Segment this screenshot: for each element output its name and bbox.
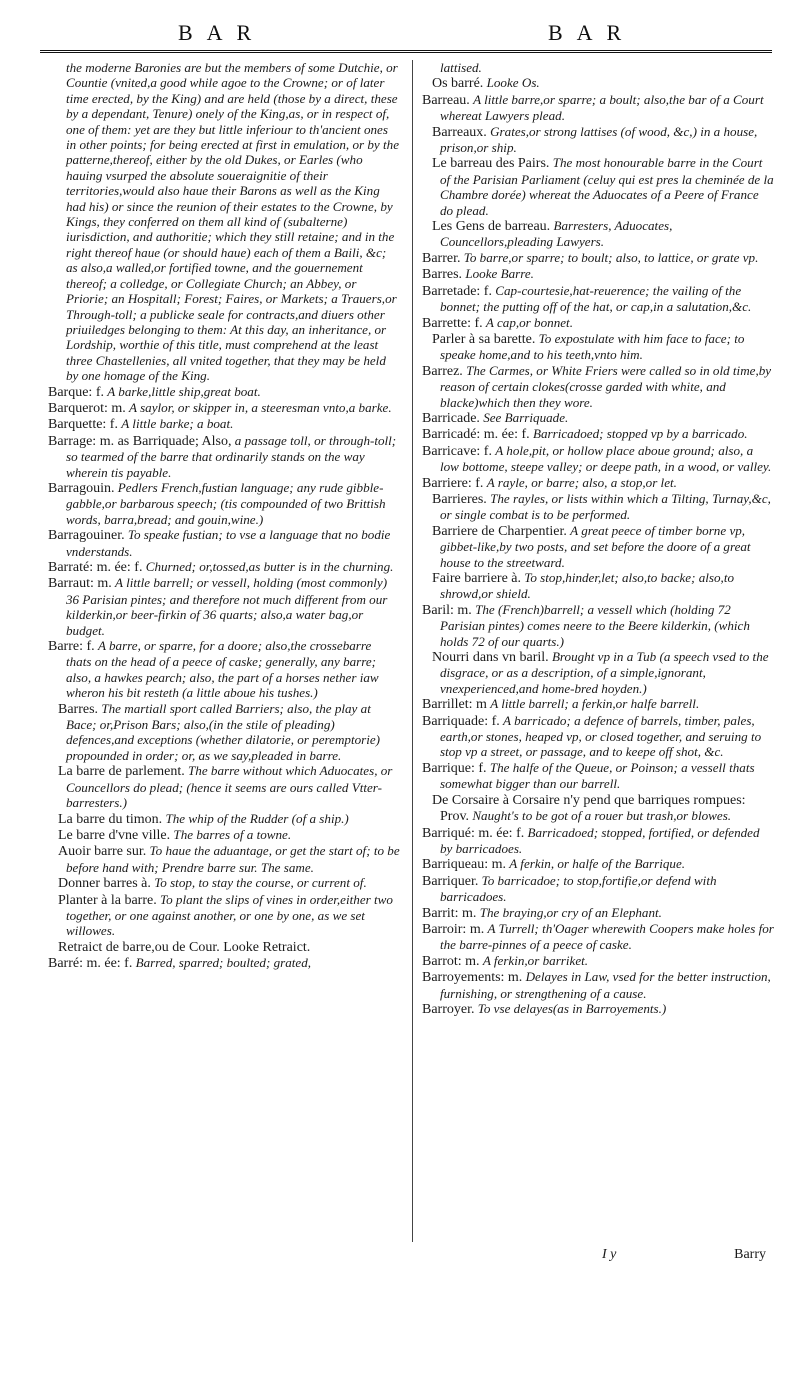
headword: Barque: f. — [48, 384, 104, 400]
headword: Os barré. — [432, 76, 484, 92]
dictionary-entry — [48, 416, 400, 432]
signature-mark: I y — [602, 1247, 617, 1262]
dictionary-entry — [422, 713, 774, 760]
definition: Cap-courtesie,hat-reuerence; the vailing of the bonnet; the putting off of the hat, or cap,in a salutation,&c. — [440, 282, 752, 315]
definition: A little barke; a boat. — [121, 416, 234, 432]
dictionary-entry — [422, 602, 774, 649]
headword: Barquette: f. — [48, 417, 118, 433]
definition: A barke,little ship,great boat. — [107, 383, 261, 399]
dictionary-subentry — [48, 763, 400, 810]
dictionary-subentry — [422, 331, 774, 363]
definition: The whip of the Rudder (of a ship.) — [165, 810, 349, 826]
dictionary-subentry — [48, 811, 400, 827]
dictionary-entry — [48, 384, 400, 400]
headword: Barrillet: m — [422, 697, 487, 713]
definition: A great peece of timber borne vp, gibbet-like,by two posts, and set before the doore of a great house to the streetward. — [440, 522, 751, 570]
dictionary-subentry — [422, 75, 774, 91]
headword: Barriquer. — [422, 873, 479, 889]
dictionary-subentry — [48, 892, 400, 939]
headword: Barres. — [422, 267, 463, 283]
headword: Barriere de Charpentier. — [432, 523, 567, 539]
headword: Le barre d'vne ville. — [58, 827, 171, 843]
headword: Les Gens de barreau. — [432, 219, 551, 235]
dictionary-entry — [48, 559, 400, 575]
headword: Barricade. — [422, 410, 480, 426]
definition: Barricadoed; stopped vp by a barricado. — [532, 426, 748, 442]
definition: The Carmes, or White Friers were called so in old time,by reason of certain clokes(crosse garded with white, and blacke)which then they wore. — [440, 362, 772, 410]
dictionary-entry — [422, 315, 774, 331]
definition: A barricado; a defence of barrels, timber, pales, earth,or stones, heaped vp, or closed together, and seruing to stop vp a street, or passage, and to keepe off shot, &c. — [440, 712, 762, 760]
headword: Barriere: f. — [422, 475, 484, 491]
definition: To haue the aduantage, or get the start of; to be before hand with; Prendre barre sur. The same. — [66, 843, 400, 875]
headword: Barreaux. — [432, 124, 487, 140]
definition: Grates,or strong lattises (of wood, &c,) in a house, prison,or ship. — [440, 123, 758, 156]
dictionary-entry — [48, 60, 400, 384]
headword: Barragouiner. — [48, 528, 125, 544]
definition: To plant the slips of vines in order,either two together, or one against another, or one by one, as we set willowes. — [66, 891, 393, 939]
definition: To speake fustian; to vse a language that no bodie vnderstands. — [66, 527, 391, 559]
headword: Barrage: m. as Barriquade; Also, — [48, 433, 232, 449]
dictionary-entry — [48, 400, 400, 416]
dictionary-entry — [48, 638, 400, 701]
definition: To stop, to stay the course, or current of. — [154, 875, 367, 891]
definition: A rayle, or barre; also, a stop,or let. — [486, 474, 677, 490]
dictionary-entry — [422, 60, 774, 75]
headword: Barrot: m. — [422, 953, 480, 969]
definition: The braying,or cry of an Elephant. — [479, 904, 662, 920]
definition: The barre without which Aduocates, or Councellors do plead; (hence it seems are ours called Vtter-barresters.) — [66, 763, 393, 811]
definition: A Turrell; th'Oager wherewith Coopers make holes for the barre-pinnes of a peece of caske. — [440, 920, 774, 953]
headword: Barragouin. — [48, 480, 115, 496]
dictionary-subentry — [422, 792, 774, 825]
headword: Barricadé: m. ée: f. — [422, 427, 530, 443]
headword: Barreau. — [422, 92, 470, 108]
headword: Donner barres à. — [58, 876, 151, 892]
headword: Retraict de barre,ou de Cour. Looke Retraict. — [58, 939, 311, 955]
dictionary-entry — [422, 953, 774, 969]
definition: To expostulate with him face to face; to speake home,and to his teeth,vnto him. — [440, 330, 745, 363]
headword: Barraut: m. — [48, 576, 112, 592]
dictionary-entry — [422, 426, 774, 442]
headword: Barrette: f. — [422, 315, 483, 331]
headword: Barriqué: m. ée: f. — [422, 825, 525, 841]
definition: The barres of a towne. — [173, 826, 292, 842]
dictionary-entry — [422, 443, 774, 475]
definition: A cap,or bonnet. — [485, 314, 573, 330]
headword: De Corsaire à Corsaire n'y pend que barriques rompues: Prov. — [432, 792, 746, 825]
dictionary-entry — [422, 1001, 774, 1017]
headword: Le barreau des Pairs. — [432, 156, 550, 172]
headword: Barrique: f. — [422, 760, 487, 776]
dictionary-entry — [422, 696, 774, 712]
definition: To stop,hinder,let; also,to backe; also,to shrowd,or shield. — [440, 570, 735, 602]
dictionary-entry — [422, 856, 774, 872]
dictionary-subentry — [422, 570, 774, 602]
headword: Auoir barre sur. — [58, 844, 147, 860]
definition: Looke Barre. — [465, 266, 534, 282]
definition: The martiall sport called Barriers; also, the play at Bace; or,Prison Bars; also,(in the stile of pleading) defences,and exceptions (whether dilatorie, or peremptorie) propounded in order; or, as we say,pleaded in barre. — [66, 700, 381, 763]
definition: A little barre,or sparre; a boult; also,the bar of a Court whereat Lawyers plead. — [440, 91, 764, 124]
dictionary-entry — [422, 283, 774, 315]
dictionary-subentry — [422, 649, 774, 696]
definition: A barre, or sparre, for a doore; also,the crossebarre thats on the head of a peece of caske; generally, any barre; also, a hawkes pearch; also, the part of a horses nether iaw wheron his bit resteth (a little aboue his tushes.) — [66, 638, 379, 701]
dictionary-entry — [422, 363, 774, 410]
dictionary-entry — [48, 480, 400, 527]
definition: To vse delayes(as in Barroyements.) — [477, 1000, 667, 1016]
definition: Barresters, Aduocates, Councellors,pleading Lawyers. — [440, 218, 673, 250]
headword: Parler à sa barette. — [432, 331, 536, 347]
headword: Barrez. — [422, 363, 463, 379]
definition: lattised. — [440, 60, 482, 75]
headword: Nourri dans vn baril. — [432, 650, 549, 666]
headword: Barre: f. — [48, 639, 95, 655]
definition: A little barrell; or vessell, holding (most commonly) 36 Parisian pintes; and therefore not much different from our kilderkin,or beer-firkin of 36 quarts; also,a water bag,or budget. — [66, 575, 388, 638]
headword: Barquerot: m. — [48, 400, 126, 416]
dictionary-subentry — [48, 843, 400, 875]
headword: Barrer. — [422, 250, 461, 266]
definition: To barricadoe; to stop,fortifie,or defend with barricadoes. — [440, 872, 717, 905]
definition: Brought vp in a Tub (a speech vsed to the disgrace, or as a description, of a simple,ignorant, vnexperienced,and home-bred hoyden.) — [440, 649, 769, 696]
dictionary-subentry — [422, 155, 774, 218]
definition: The (French)barrell; a vessell which (holding 72 Parisian pintes) comes neere to the Beere kilderkin, (which holds 72 of our quarts.) — [440, 601, 750, 649]
headword: Barres. — [58, 701, 99, 717]
headword: Barricave: f. — [422, 443, 492, 459]
headword: Faire barriere à. — [432, 571, 521, 586]
left-column — [48, 60, 400, 1250]
dictionary-subentry — [48, 827, 400, 843]
definition: Pedlers French,fustian language; any rude gibble-gabble,or barbarous speech; (tis compounded of two Brittish words, barra,bread; and gouin,wine.) — [66, 479, 386, 527]
dictionary-entry — [422, 905, 774, 921]
definition: A ferkin,or barriket. — [482, 952, 589, 968]
dictionary-subentry — [422, 124, 774, 156]
definition: Barricadoed; stopped, fortified, or defended by barricadoes. — [440, 824, 760, 856]
definition: Looke Os. — [486, 75, 540, 91]
definition: See Barriquade. — [483, 409, 569, 425]
definition: The halfe of the Queue, or Poinson; a vessell thats somewhat bigger than our barrell. — [440, 759, 755, 792]
dictionary-entry — [48, 433, 400, 480]
dictionary-entry — [422, 92, 774, 124]
dictionary-subentry — [422, 523, 774, 570]
dictionary-entry — [422, 475, 774, 491]
dictionary-entry — [422, 921, 774, 953]
headword: Barré: m. ée: f. — [48, 956, 133, 972]
running-head-left: BAR — [178, 20, 266, 45]
dictionary-entry — [422, 410, 774, 426]
definition: A little barrell; a ferkin,or halfe barrell. — [490, 696, 700, 712]
header-rule — [40, 50, 772, 53]
definition: To barre,or sparre; to boult; also, to lattice, or grate vp. — [463, 249, 759, 265]
headword: Barrieres. — [432, 491, 487, 507]
dictionary-entry — [422, 825, 774, 857]
headword: Planter à la barre. — [58, 892, 157, 908]
dictionary-entry — [48, 955, 400, 971]
catchword: Barry — [734, 1247, 766, 1262]
headword: Barroyements: m. — [422, 970, 523, 986]
dictionary-entry — [48, 575, 400, 638]
definition: The rayles, or lists within which a Tilting, Turnay,&c, or single combat is to be performed. — [440, 490, 771, 523]
headword: La barre de parlement. — [58, 764, 185, 780]
dictionary-entry — [48, 527, 400, 559]
dictionary-entry — [422, 760, 774, 792]
headword: Baril: m. — [422, 602, 472, 618]
dictionary-entry — [422, 266, 774, 282]
headword: Barriqueau: m. — [422, 857, 506, 873]
running-head-right: BAR — [548, 20, 636, 45]
dictionary-subentry — [48, 701, 400, 764]
dictionary-subentry — [422, 218, 774, 250]
definition: the moderne Baronies are but the members of some Dutchie, or Countie (vnited,a good while agoe to the Crowne; or of later time erected, by the King) and are held (those by a direct, these by a dependant, Tenure) onely of the King,as, or in respect of, one of them: yet are they but little inferiour to th'ancient ones in other points; for being erected at first in emulation, or by the patterne,thereof, either by the old Dukes, or Earles (who hauing vsurped the absolute soueraignitie of their territories,would also haue their Barons as well as the King had his) or since the reunion of their estates to the Crowne, by Kings, they conferred on them all kind of (subalterne) iurisdiction, and authoritie; which they still retaine; and in the right thereof haue (or should haue) each of them a Baili, &c; as also,a walled,or fortified towne, and the gouernement thereof; a colledge, or Collegiate Church; an Abbey, or Priorie; an Hospitall; Forest; Faires, or Markets; a Trauers,or Through-toll; a publicke seale for contracts,and diuers other priuiledges belonging to them: At this day, an inheritance, or Lordship, worthie of this title, must comprehend at the least three Chastellenies, all vnited together, that they may be held by one homage of the King. — [66, 60, 400, 384]
definition: Churned; or,tossed,as butter is in the churning. — [145, 559, 394, 574]
dictionary-subentry — [48, 939, 400, 955]
definition: Barred, sparred; boulted; grated, — [135, 955, 312, 971]
dictionary-subentry — [48, 875, 400, 891]
right-column — [422, 60, 774, 1250]
definition: Naught's to be got of a rouer but trash,or blowes. — [472, 808, 732, 824]
definition: A hole,pit, or hollow place aboue ground; also, a low bottome, steepe valley; or deepe path, in a wood, or valley. — [440, 442, 772, 475]
headword: Barrit: m. — [422, 905, 477, 921]
definition: A saylor, or skipper in, a steeresman vnto,a barke. — [129, 399, 392, 415]
headword: Barretade: f. — [422, 283, 492, 299]
headword: La barre du timon. — [58, 811, 163, 827]
column-divider — [412, 60, 413, 1242]
definition: The most honourable barre in the Court of the Parisian Parliament (celuy qui est pres la cheminée de la Chambre dorée) whereat the Aduocates of a Peere of France do plead. — [440, 155, 774, 218]
dictionary-subentry — [422, 491, 774, 523]
headword: Barriquade: f. — [422, 713, 500, 729]
dictionary-entry — [422, 250, 774, 266]
headword: Barraté: m. ée: f. — [48, 560, 143, 575]
headword: Barroir: m. — [422, 921, 485, 937]
definition: a passage toll, or through-toll; so tearmed of the barre that ordinarily stands on the way wherein tis payable. — [66, 432, 397, 480]
dictionary-entry — [422, 873, 774, 905]
definition: A ferkin, or halfe of the Barrique. — [509, 856, 686, 872]
page-footer — [412, 1245, 774, 1267]
headword: Barroyer. — [422, 1001, 475, 1017]
definition: Delayes in Law, vsed for the better instruction, furnishing, or strengthening of a cause. — [440, 969, 771, 1001]
dictionary-entry — [422, 969, 774, 1001]
